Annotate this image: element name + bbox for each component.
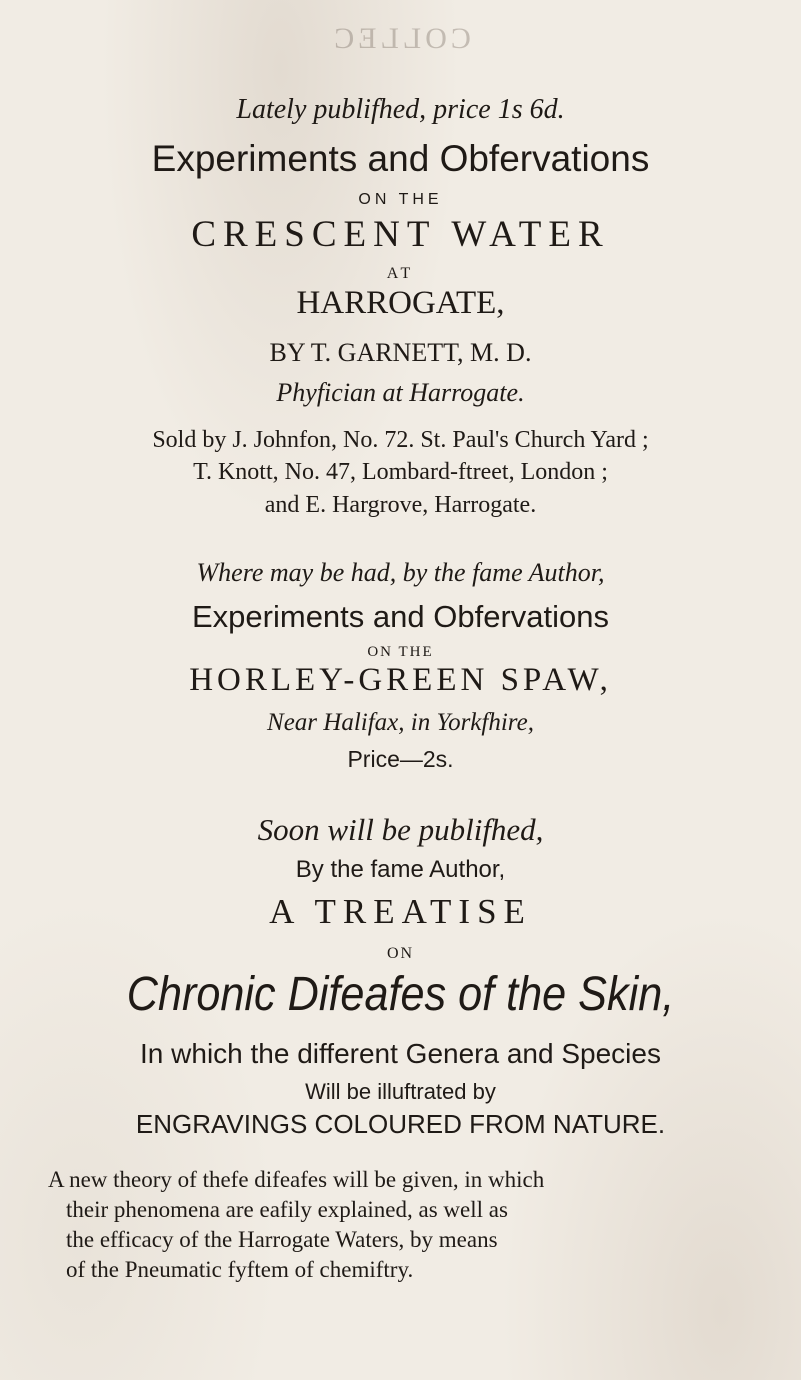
author-line: BY T. GARNETT, M. D. — [269, 338, 532, 367]
lately-published-line: Lately publifhed, price 1s 6d. — [236, 94, 565, 125]
soon-published-line: Soon will be publifhed, — [257, 812, 544, 847]
experiments-heading-2: Experiments and Obfervations — [192, 599, 609, 634]
theory-paragraph-line-4: of the Pneumatic fyftem of chemiftry. — [66, 1257, 414, 1282]
bleed-through-text: COLLEC — [330, 22, 471, 55]
sold-by-line-3: and E. Hargrove, Harrogate. — [264, 492, 537, 518]
physician-line: Phyfician at Harrogate. — [276, 378, 525, 407]
on-the-line-2: ON THE — [367, 644, 434, 660]
treatise-title: A TREATISE — [269, 892, 532, 931]
where-may-be-had-line: Where may be had, by the fame Author, — [196, 558, 605, 587]
illustrated-line: Will be illuftrated by — [305, 1079, 496, 1104]
near-halifax-line: Near Halifax, in Yorkfhire, — [267, 709, 534, 736]
price-line: Price—2s. — [347, 746, 454, 772]
sold-by-line-2: T. Knott, No. 47, Lombard-ftreet, London ; — [193, 459, 608, 485]
genera-species-line: In which the different Genera and Species — [140, 1038, 661, 1069]
same-author-line: By the fame Author, — [295, 856, 506, 883]
experiments-heading-1: Experiments and Obfervations — [151, 138, 650, 179]
on-line-3: ON — [386, 945, 415, 962]
theory-paragraph-line-2: their phenomena are eafily explained, as well as — [66, 1197, 508, 1222]
chronic-diseases-title: Chronic Difeafes of the Skin, — [126, 968, 675, 1021]
harrogate-title: HARROGATE, — [296, 285, 505, 321]
horley-green-title: HORLEY-GREEN SPAW, — [189, 662, 612, 698]
theory-paragraph-line-1: A new theory of thefe difeafes will be given, in which — [48, 1167, 545, 1192]
crescent-water-title: CRESCENT WATER — [191, 214, 610, 255]
on-the-line-1: ON THE — [358, 191, 443, 208]
engravings-line: ENGRAVINGS COLOURED FROM NATURE. — [135, 1109, 666, 1139]
sold-by-line-1: Sold by J. Johnfon, No. 72. St. Paul's Church Yard ; — [152, 427, 649, 453]
at-line: AT — [386, 265, 415, 282]
theory-paragraph-line-3: the efficacy of the Harrogate Waters, by means — [66, 1227, 498, 1252]
